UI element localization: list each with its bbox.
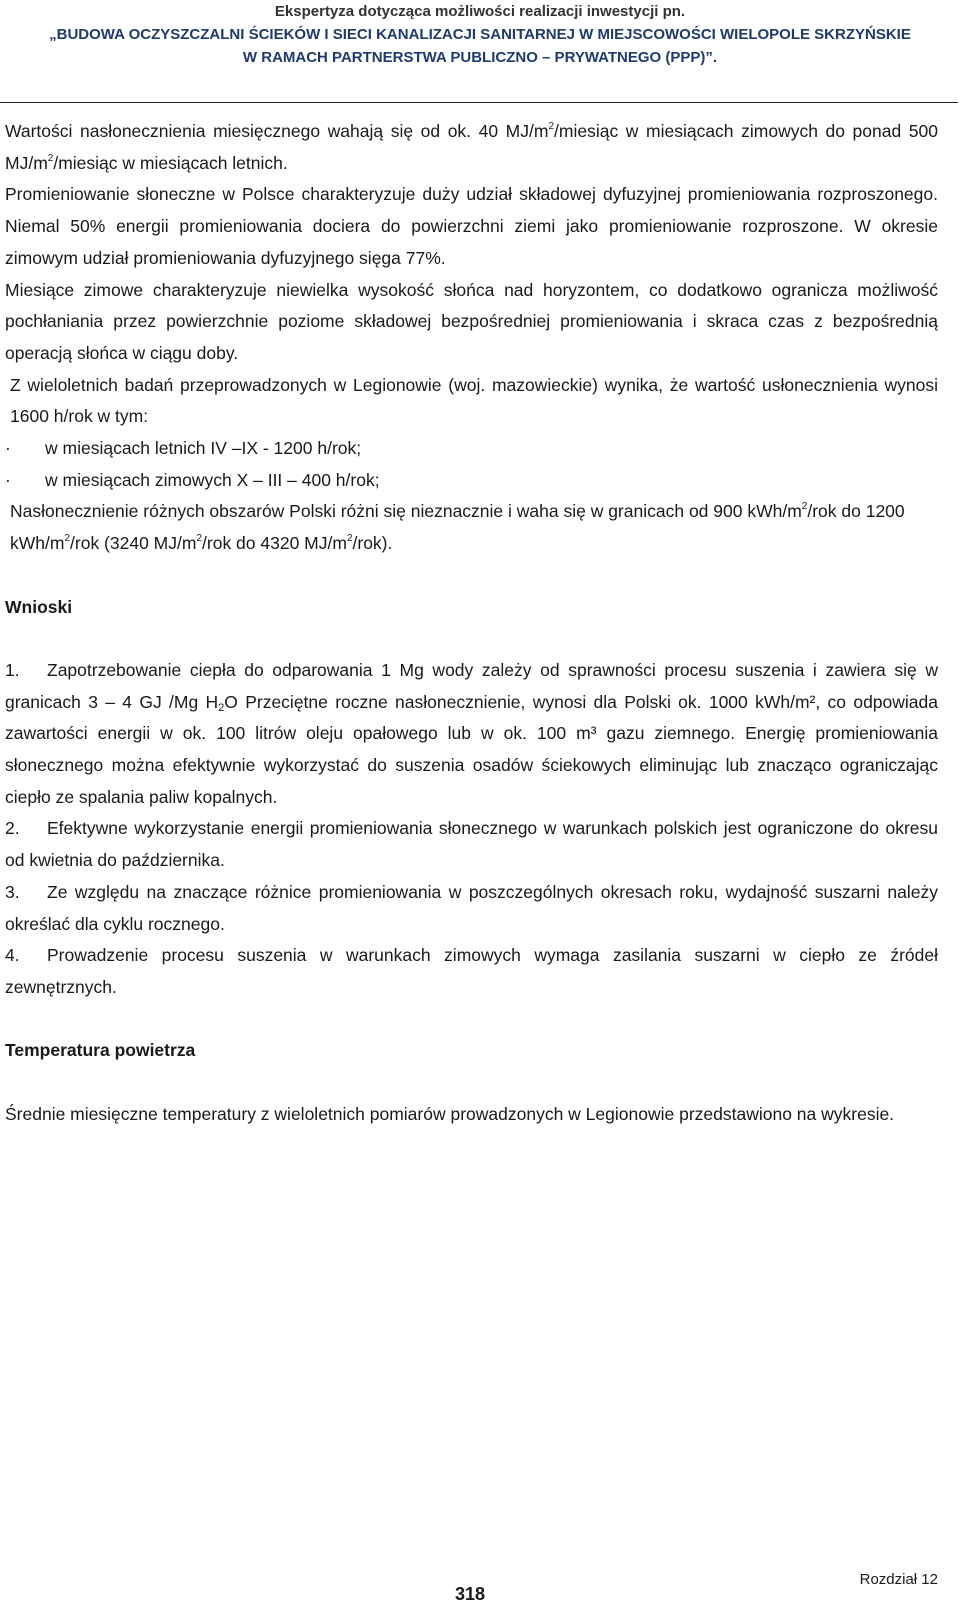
conclusion-item-3: 3. Ze względu na znaczące różnice promieniowania w poszczególnych okresach roku, wydajność suszarni należy określać dla cyklu rocznego. — [5, 881, 938, 934]
bullet-item-winter: · w miesiącach zimowych X – III – 400 h/rok; — [5, 465, 938, 497]
paragraph-winter-months: Miesiące zimowe charakteryzuje niewielka wysokość słońca nad horyzontem, co dodatkowo ogranicza możliwość pochłaniania przez powierzchnie poziome składowej bezpośredniej promieniowania i skraca czas z bezpośrednią operacją słońca w ciągu doby. — [5, 279, 938, 363]
paragraph-poland-insolation: Nasłonecznienie różnych obszarów Polski różni się nieznacznie i waha się w granicach od 900 kWh/$m^2$/rok do 1200 kWh/$m^2$/rok (3240 $MJ/m^2$/rok do 4320 $MJ/m^2/rok$). — [10, 501, 905, 554]
header-line-2: „BUDOWA OCZYSZCZALNI ŚCIEKÓW I SIECI KANALIZACJI SANITARNEJ W MIEJSCOWOŚCI WIELOPOLE SKRZYŃSKIE — [49, 26, 911, 43]
conclusion-item-2: 2. Efektywne wykorzystanie energii promieniowania słonecznego w warunkach polskich jest ograniczone do okresu od kwietnia do października. — [5, 818, 938, 871]
header-divider — [0, 102, 958, 103]
page-number: 318 — [454, 1584, 486, 1604]
heading-wnioski: Wnioski — [5, 596, 73, 617]
bullet-item-summer: · w miesiącach letnich IV –IX - 1200 h/rok; — [5, 433, 938, 465]
paragraph-insolation-values: Wartości nasłonecznienia miesięcznego wahają się od ok. 40 $MJ/m^2$/miesiąc w miesiącach zimowych do ponad 500 $MJ/m^2$/miesiąc w miesiącach letnich. — [5, 121, 939, 173]
paragraph-diffuse-radiation: Promieniowanie słoneczne w Polsce charakteryzuje duży udział składowej dyfuzyjnej promieniowania rozproszonego. Niemal 50% energii promieniowania dociera do powierzchni ziemi jako promieniowanie rozproszone. W okresie zimowym udział promieniowania dyfuzyjnego sięga 77%. — [5, 184, 938, 268]
bullet-dot-icon: · — [5, 469, 11, 490]
document-header — [0, 0, 960, 69]
footer-chapter: Rozdział 12 — [859, 1571, 938, 1588]
bullet-dot-icon: · — [5, 438, 11, 459]
paragraph-temperature-intro: Średnie miesięczne temperatury z wieloletnich pomiarów prowadzonych w Legionowie przedstawiono na wykresie. — [5, 1103, 895, 1124]
heading-temperatura: Temperatura powietrza — [5, 1040, 196, 1061]
paragraph-legionowo-study: Z wieloletnich badań przeprowadzonych w Legionowie (woj. mazowieckie) wynika, że wartość usłonecznienia wynosi 1600 h/rok w tym: — [10, 374, 938, 427]
conclusion-item-4: 4. Prowadzenie procesu suszenia w warunkach zimowych wymaga zasilania suszarni w ciepło ze źródeł zewnętrznych. — [5, 945, 938, 997]
conclusion-item-1: 1. Zapotrzebowanie ciepła do odparowania 1 Mg wody zależy od sprawności procesu suszenia i zawiera się w granicach 3 – 4 GJ /Mg $H_2O$ Przeciętne roczne nasłonecznienie, wynosi dla Polski ok. 1000 kWh/m², co odpowiada zawartości energii w ok. 100 litrów oleju opałowego lub w ok. 100 m³ gazu ziemnego. Energię promieniowania słonecznego można efektywnie wykorzystać do suszenia osadów ściekowych eliminując lub znacząco ograniczając ciepło ze spalania paliw kopalnych. — [5, 659, 938, 807]
header-line-3: W RAMACH PARTNERSTWA PUBLICZNO – PRYWATNEGO (PPP)”. — [242, 49, 718, 66]
header-line-1: Ekspertyza dotycząca możliwości realizacji inwestycji pn. — [274, 3, 686, 20]
document-body — [5, 116, 938, 1130]
